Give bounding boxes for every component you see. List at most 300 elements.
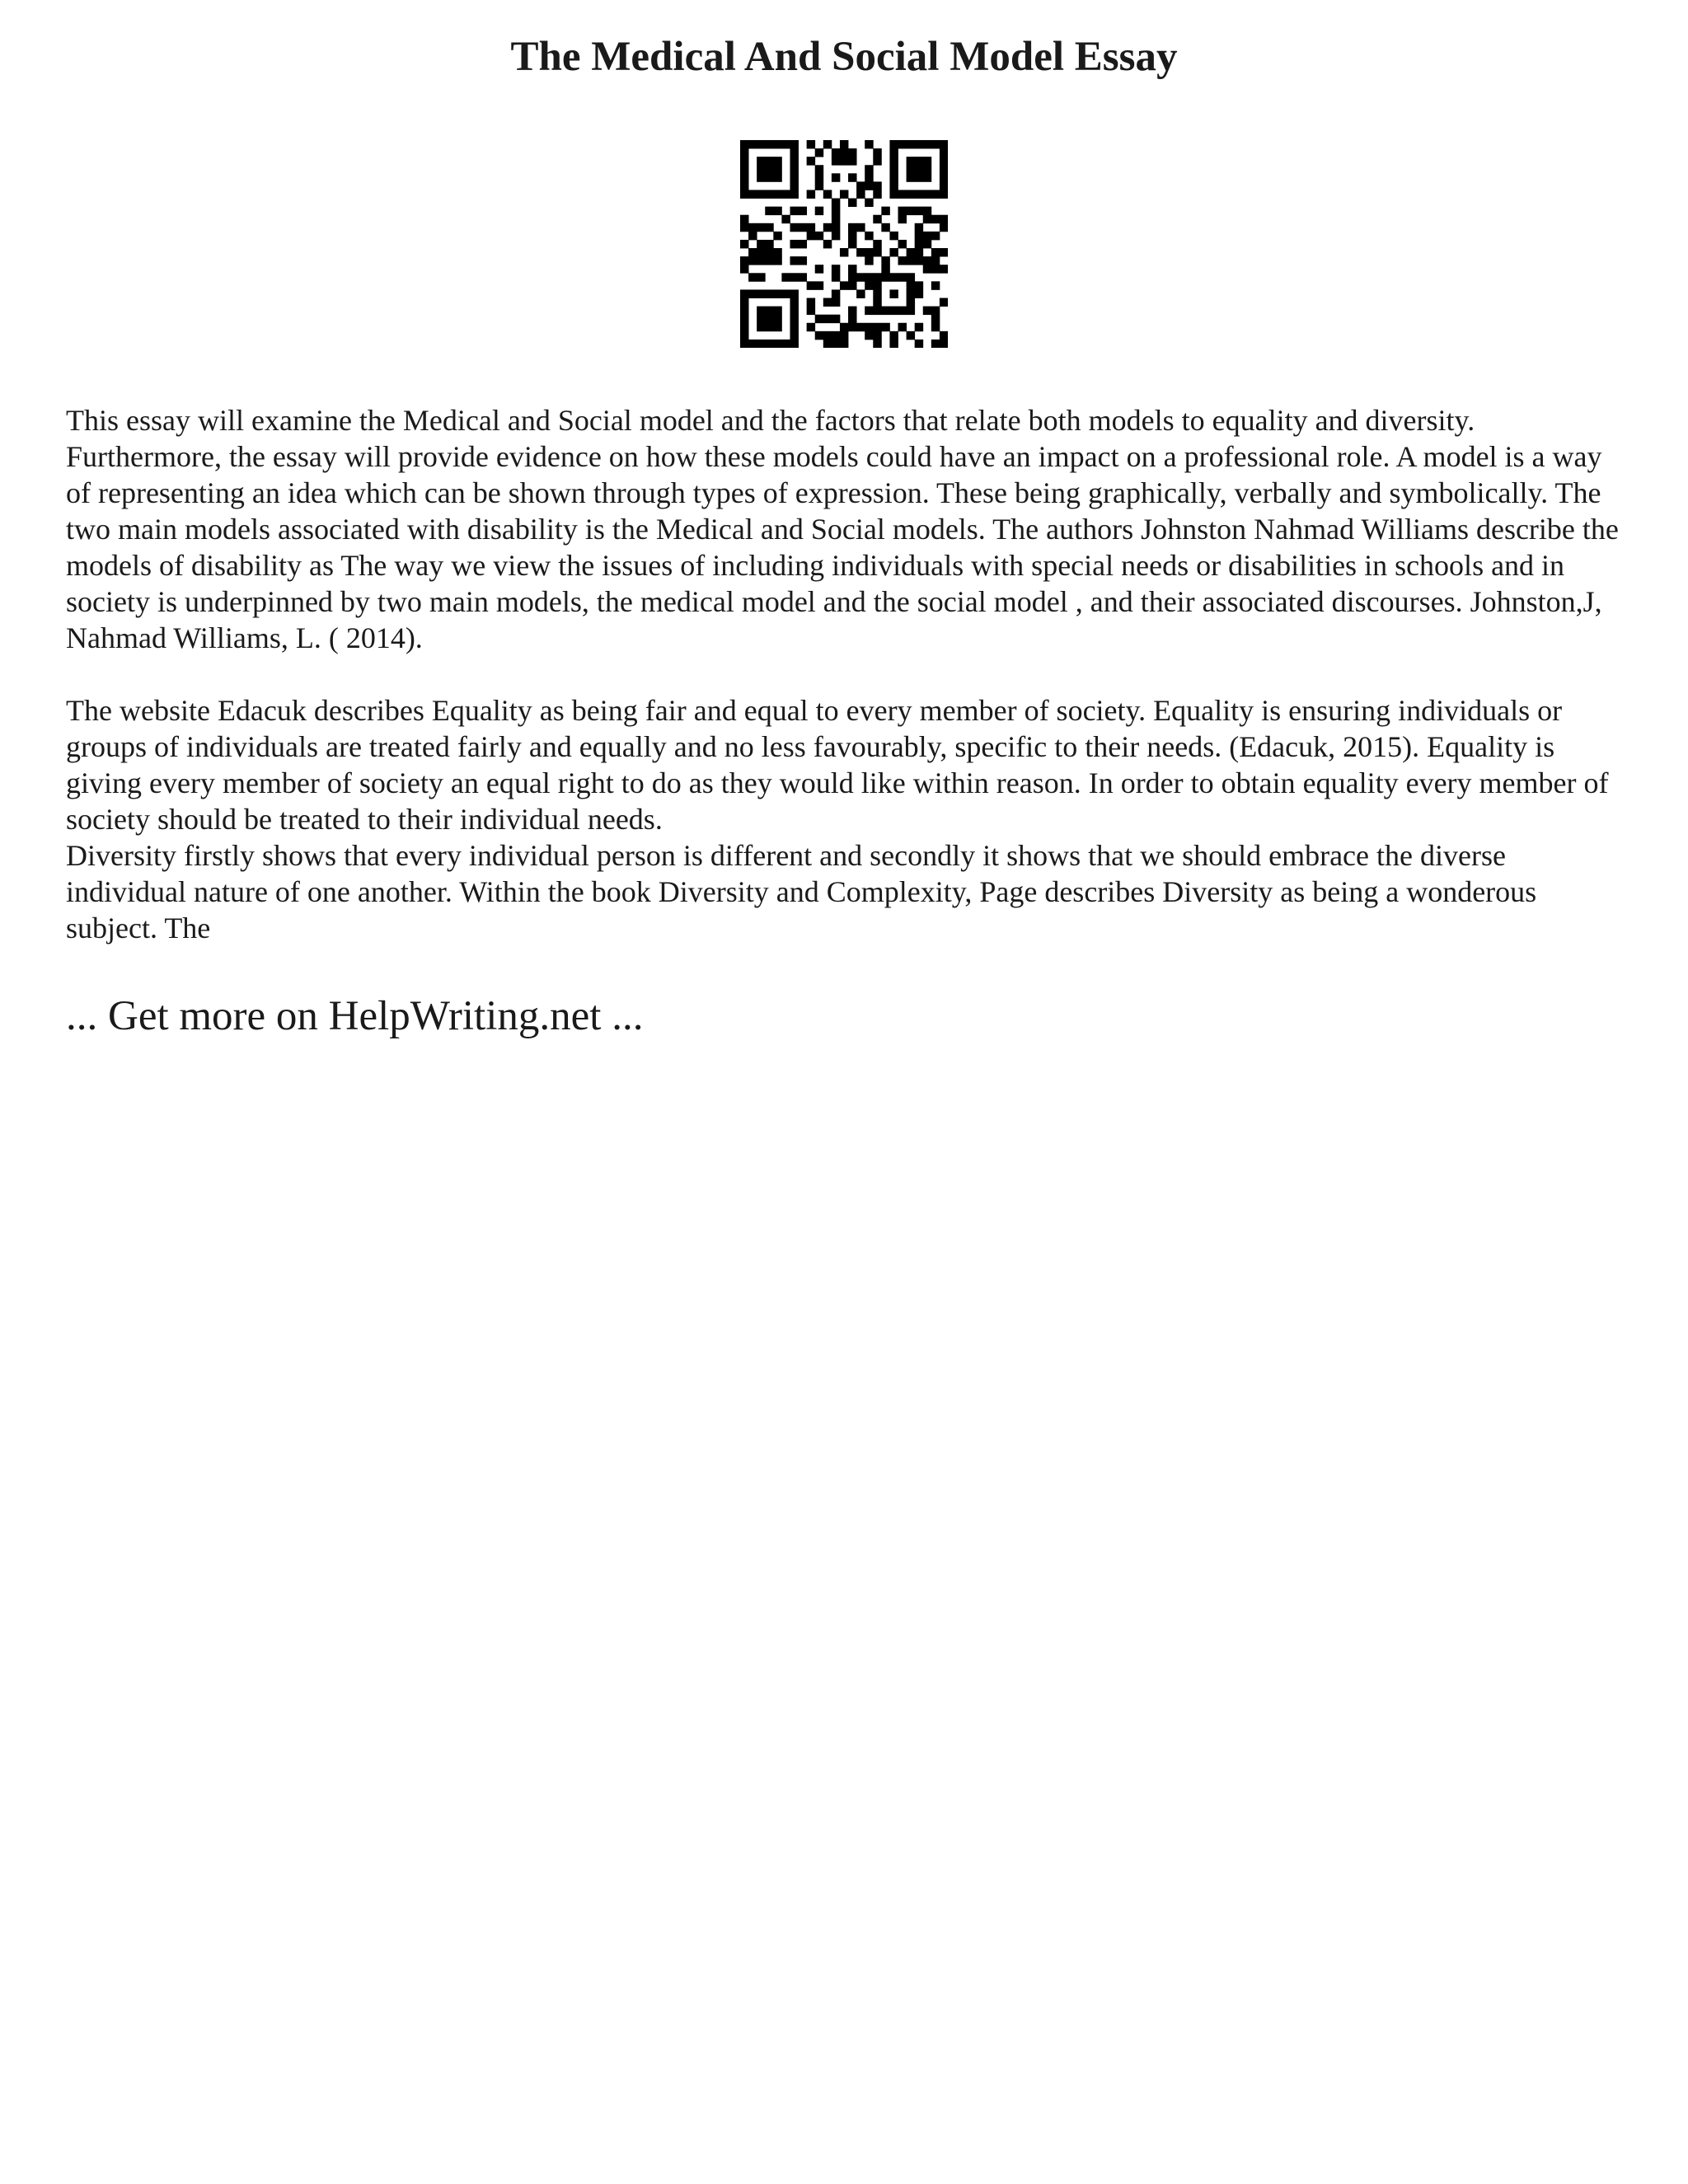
essay-body	[66, 402, 1632, 946]
qr-module	[898, 307, 907, 315]
qr-module	[807, 157, 815, 165]
qr-module	[915, 173, 923, 181]
qr-module	[840, 248, 848, 256]
qr-module	[898, 273, 907, 281]
qr-module	[898, 240, 907, 248]
qr-module	[915, 157, 923, 165]
qr-module	[740, 165, 748, 173]
qr-module	[865, 281, 873, 289]
qr-module	[832, 289, 840, 298]
qr-module	[848, 265, 856, 273]
qr-module	[823, 331, 832, 340]
qr-module	[865, 248, 873, 256]
qr-module	[889, 190, 898, 198]
qr-module	[848, 232, 856, 240]
qr-module	[931, 232, 940, 240]
qr-module	[807, 323, 815, 331]
qr-module	[889, 307, 898, 315]
qr-module	[790, 190, 798, 198]
qr-module	[773, 207, 781, 215]
qr-module	[873, 323, 881, 331]
qr-module	[790, 173, 798, 181]
qr-module	[757, 315, 765, 323]
qr-module	[873, 148, 881, 157]
qr-module	[923, 190, 931, 198]
qr-module	[781, 190, 790, 198]
qr-module	[915, 289, 923, 298]
qr-module	[865, 331, 873, 340]
qr-module	[790, 340, 798, 348]
qr-module	[915, 207, 923, 215]
qr-module	[740, 148, 748, 157]
qr-module	[940, 331, 948, 340]
qr-module	[881, 273, 889, 281]
qr-module	[865, 181, 873, 190]
qr-module	[748, 223, 757, 232]
qr-module	[807, 190, 815, 198]
qr-module	[832, 265, 840, 273]
qr-module	[907, 173, 915, 181]
qr-module	[765, 207, 773, 215]
qr-module	[923, 240, 931, 248]
qr-module	[740, 157, 748, 165]
paragraph-equality: The website Edacuk describes Equality as being fair and equal to every member of society. Equality is ensuring individuals or groups of individuals are treated fairly and equally and no less favourably, specific to their needs. (Edacuk, 2015). Equality is giving every member of society an equal right to do as they would like within reason. In order to obtain equality every member of society should be treated to their individual needs.	[66, 694, 1609, 836]
qr-module	[881, 265, 889, 273]
qr-module	[889, 340, 898, 348]
qr-module	[856, 181, 865, 190]
qr-module	[931, 281, 940, 289]
qr-module	[873, 248, 881, 256]
qr-module	[865, 173, 873, 181]
qr-module	[740, 289, 748, 298]
qr-module	[898, 215, 907, 223]
qr-module	[840, 148, 848, 157]
qr-module	[773, 323, 781, 331]
qr-module	[907, 190, 915, 198]
qr-module	[931, 340, 940, 348]
qr-module	[923, 265, 931, 273]
qr-module	[815, 265, 823, 273]
qr-module	[865, 273, 873, 281]
qr-module	[923, 307, 931, 315]
qr-module	[848, 223, 856, 232]
qr-module	[873, 281, 881, 289]
qr-module	[823, 190, 832, 198]
qr-module	[832, 223, 840, 232]
qr-module	[923, 157, 931, 165]
qr-module	[907, 207, 915, 215]
qr-module	[757, 240, 765, 248]
qr-module	[757, 307, 765, 315]
qr-module	[765, 173, 773, 181]
qr-module	[940, 340, 948, 348]
qr-module	[757, 173, 765, 181]
qr-module	[765, 340, 773, 348]
qr-module	[889, 248, 898, 256]
qr-module	[832, 148, 840, 157]
qr-module	[823, 340, 832, 348]
qr-module	[873, 289, 881, 298]
paragraph-models: This essay will examine the Medical and Social model and the factors that relate both models to equality and diversity. Furthermore, the essay will provide evidence on how these models could have an impact on a professional role. A model is a way of representing an idea which can be shown through types of expression. These being graphically, verbally and symbolically. The two main models associated with disability is the Medical and Social models. The authors Johnston Nahmad Williams describe the models of disability as The way we view the issues of including individuals with special needs or disabilities in schools and in society is underpinned by two main models, the medical model and the social model , and their associated discourses. Johnston,J, Nahmad Williams, L. ( 2014).	[66, 404, 1619, 654]
qr-module	[873, 340, 881, 348]
qr-module	[781, 289, 790, 298]
qr-module	[781, 273, 790, 281]
qr-module	[840, 157, 848, 165]
qr-module	[790, 148, 798, 157]
qr-module	[898, 207, 907, 215]
qr-module	[881, 307, 889, 315]
qr-module	[765, 248, 773, 256]
qr-code-graphic	[740, 140, 948, 348]
qr-module	[790, 323, 798, 331]
qr-module	[757, 157, 765, 165]
qr-module	[915, 240, 923, 248]
qr-module	[923, 215, 931, 223]
qr-module	[790, 273, 798, 281]
qr-module	[940, 215, 948, 223]
qr-module	[865, 199, 873, 207]
qr-module	[856, 289, 865, 298]
qr-module	[773, 256, 781, 265]
qr-module	[740, 256, 748, 265]
qr-module	[823, 223, 832, 232]
qr-module	[790, 289, 798, 298]
qr-module	[907, 298, 915, 307]
qr-module	[740, 240, 748, 248]
qr-module	[940, 157, 948, 165]
qr-module	[807, 298, 815, 307]
qr-module	[790, 298, 798, 307]
qr-module	[773, 248, 781, 256]
qr-module	[940, 248, 948, 256]
qr-module	[840, 281, 848, 289]
qr-module	[740, 265, 748, 273]
qr-module	[823, 240, 832, 248]
qr-module	[740, 315, 748, 323]
qr-module	[773, 289, 781, 298]
qr-module	[923, 232, 931, 240]
qr-module	[907, 331, 915, 340]
qr-module	[832, 298, 840, 307]
qr-module	[856, 223, 865, 232]
qr-module	[781, 215, 790, 223]
qr-module	[757, 340, 765, 348]
qr-module	[790, 315, 798, 323]
qr-module	[889, 273, 898, 281]
qr-module	[790, 181, 798, 190]
qr-module	[807, 232, 815, 240]
qr-module	[807, 223, 815, 232]
qr-module	[840, 340, 848, 348]
qr-module	[790, 256, 798, 265]
qr-module	[923, 256, 931, 265]
qr-module	[940, 140, 948, 148]
qr-module	[740, 307, 748, 315]
qr-module	[873, 190, 881, 198]
qr-module	[765, 223, 773, 232]
qr-module	[740, 323, 748, 331]
qr-module	[907, 165, 915, 173]
qr-module	[773, 307, 781, 315]
qr-module	[757, 289, 765, 298]
qr-module	[848, 157, 856, 165]
qr-module	[757, 140, 765, 148]
page-title: The Medical And Social Model Essay	[510, 34, 1178, 80]
qr-module	[799, 273, 807, 281]
qr-module	[832, 331, 840, 340]
qr-module	[807, 140, 815, 148]
qr-module	[848, 199, 856, 207]
qr-module	[765, 323, 773, 331]
qr-module	[832, 157, 840, 165]
qr-module	[915, 323, 923, 331]
qr-module	[923, 173, 931, 181]
qr-module	[790, 140, 798, 148]
qr-module	[931, 215, 940, 223]
qr-module	[856, 248, 865, 256]
qr-module	[931, 315, 940, 323]
qr-module	[832, 215, 840, 223]
qr-module	[765, 315, 773, 323]
qr-module	[740, 140, 748, 148]
qr-module	[915, 340, 923, 348]
qr-module	[915, 248, 923, 256]
qr-module	[865, 256, 873, 265]
qr-module	[940, 190, 948, 198]
qr-module	[848, 323, 856, 331]
qr-module	[873, 307, 881, 315]
qr-module	[889, 289, 898, 298]
qr-module	[765, 256, 773, 265]
qr-module	[881, 207, 889, 215]
qr-module	[881, 223, 889, 232]
qr-module	[898, 256, 907, 265]
qr-module	[799, 223, 807, 232]
qr-module	[757, 273, 765, 281]
qr-module	[840, 140, 848, 148]
qr-module	[765, 157, 773, 165]
qr-module	[832, 232, 840, 240]
qr-module	[832, 315, 840, 323]
qr-module	[790, 157, 798, 165]
qr-module	[790, 165, 798, 173]
qr-module	[790, 223, 798, 232]
qr-module	[907, 248, 915, 256]
qr-module	[765, 140, 773, 148]
qr-module	[931, 190, 940, 198]
qr-module	[940, 148, 948, 157]
qr-module	[889, 165, 898, 173]
qr-module	[848, 315, 856, 323]
qr-module	[940, 223, 948, 232]
qr-module	[931, 323, 940, 331]
qr-module	[748, 256, 757, 265]
qr-module	[815, 232, 823, 240]
qr-module	[865, 140, 873, 148]
qr-module	[907, 157, 915, 165]
qr-module	[865, 232, 873, 240]
qr-module	[740, 181, 748, 190]
qr-module	[790, 240, 798, 248]
qr-module	[848, 273, 856, 281]
qr-module	[889, 148, 898, 157]
qr-module	[773, 173, 781, 181]
qr-module	[799, 240, 807, 248]
qr-module	[915, 223, 923, 232]
qr-module	[898, 190, 907, 198]
qr-module	[773, 165, 781, 173]
qr-module	[923, 140, 931, 148]
qr-module	[757, 223, 765, 232]
qr-module	[898, 140, 907, 148]
qr-module	[823, 315, 832, 323]
qr-module	[865, 323, 873, 331]
qr-module	[765, 190, 773, 198]
qr-module	[781, 340, 790, 348]
qr-module	[940, 298, 948, 307]
qr-module	[740, 173, 748, 181]
qr-module	[889, 181, 898, 190]
qr-module	[757, 165, 765, 173]
qr-module	[773, 190, 781, 198]
qr-module	[873, 157, 881, 165]
qr-module	[815, 331, 823, 340]
qr-module	[865, 165, 873, 173]
qr-module	[940, 265, 948, 273]
qr-module	[848, 173, 856, 181]
qr-module	[799, 207, 807, 215]
qr-module	[773, 157, 781, 165]
qr-module	[907, 281, 915, 289]
qr-module	[765, 240, 773, 248]
qr-module	[790, 207, 798, 215]
qr-module	[915, 190, 923, 198]
qr-module	[757, 190, 765, 198]
qr-module	[848, 240, 856, 248]
qr-module	[757, 323, 765, 331]
qr-module	[848, 281, 856, 289]
qr-module	[748, 248, 757, 256]
get-more-link[interactable]: ... Get more on HelpWriting.net ...	[66, 993, 644, 1039]
qr-module	[931, 307, 940, 315]
qr-module	[740, 340, 748, 348]
qr-module	[757, 256, 765, 265]
qr-module	[815, 181, 823, 190]
qr-module	[923, 207, 931, 215]
qr-module	[848, 307, 856, 315]
qr-module	[823, 140, 832, 148]
qr-module	[840, 190, 848, 198]
qr-module	[748, 190, 757, 198]
qr-module	[915, 140, 923, 148]
qr-module	[748, 289, 757, 298]
qr-module	[773, 340, 781, 348]
qr-module	[757, 248, 765, 256]
qr-module	[873, 215, 881, 223]
qr-module	[823, 298, 832, 307]
qr-module	[807, 307, 815, 315]
qr-module	[740, 331, 748, 340]
qr-module	[748, 140, 757, 148]
qr-module	[915, 165, 923, 173]
qr-code-image	[740, 140, 948, 348]
qr-module	[856, 190, 865, 198]
qr-module	[740, 298, 748, 307]
qr-module	[940, 181, 948, 190]
qr-module	[740, 223, 748, 232]
qr-module	[889, 173, 898, 181]
qr-module	[740, 190, 748, 198]
qr-module	[815, 148, 823, 157]
qr-module	[748, 273, 757, 281]
qr-module	[889, 232, 898, 240]
qr-module	[881, 256, 889, 265]
qr-module	[931, 265, 940, 273]
paragraph-diversity: Diversity firstly shows that every individual person is different and secondly it shows that we should embrace the diverse individual nature of one another. Within the book Diversity and Complexity, Page describes Diversity as being a wonderous subject. The	[66, 839, 1537, 944]
qr-module	[931, 248, 940, 256]
qr-module	[907, 256, 915, 265]
qr-module	[765, 307, 773, 315]
qr-module	[915, 256, 923, 265]
qr-module	[940, 173, 948, 181]
qr-module	[889, 331, 898, 340]
qr-module	[940, 165, 948, 173]
qr-module	[773, 232, 781, 240]
qr-module	[815, 165, 823, 173]
qr-module	[873, 181, 881, 190]
qr-module	[832, 207, 840, 215]
qr-module	[931, 140, 940, 148]
qr-module	[765, 289, 773, 298]
qr-module	[815, 315, 823, 323]
qr-module	[907, 289, 915, 298]
qr-module	[748, 232, 757, 240]
qr-module	[873, 298, 881, 307]
qr-module	[907, 140, 915, 148]
qr-module	[907, 273, 915, 281]
qr-module	[873, 273, 881, 281]
qr-module	[881, 323, 889, 331]
qr-module	[781, 140, 790, 148]
qr-module	[915, 232, 923, 240]
qr-module	[848, 148, 856, 157]
qr-module	[889, 140, 898, 148]
qr-module	[832, 340, 840, 348]
qr-module	[873, 240, 881, 248]
qr-module	[799, 256, 807, 265]
qr-module	[748, 340, 757, 348]
qr-module	[832, 173, 840, 181]
qr-module	[907, 307, 915, 315]
qr-module	[923, 165, 931, 173]
qr-module	[815, 207, 823, 215]
qr-module	[898, 323, 907, 331]
qr-module	[815, 173, 823, 181]
qr-module	[740, 215, 748, 223]
qr-module	[840, 323, 848, 331]
qr-module	[790, 331, 798, 340]
qr-module	[856, 323, 865, 331]
qr-module	[773, 140, 781, 148]
qr-module	[832, 199, 840, 207]
qr-module	[832, 273, 840, 281]
qr-module	[873, 331, 881, 340]
qr-module	[773, 315, 781, 323]
qr-module	[865, 307, 873, 315]
qr-module	[931, 256, 940, 265]
qr-module	[889, 157, 898, 165]
qr-module	[807, 281, 815, 289]
